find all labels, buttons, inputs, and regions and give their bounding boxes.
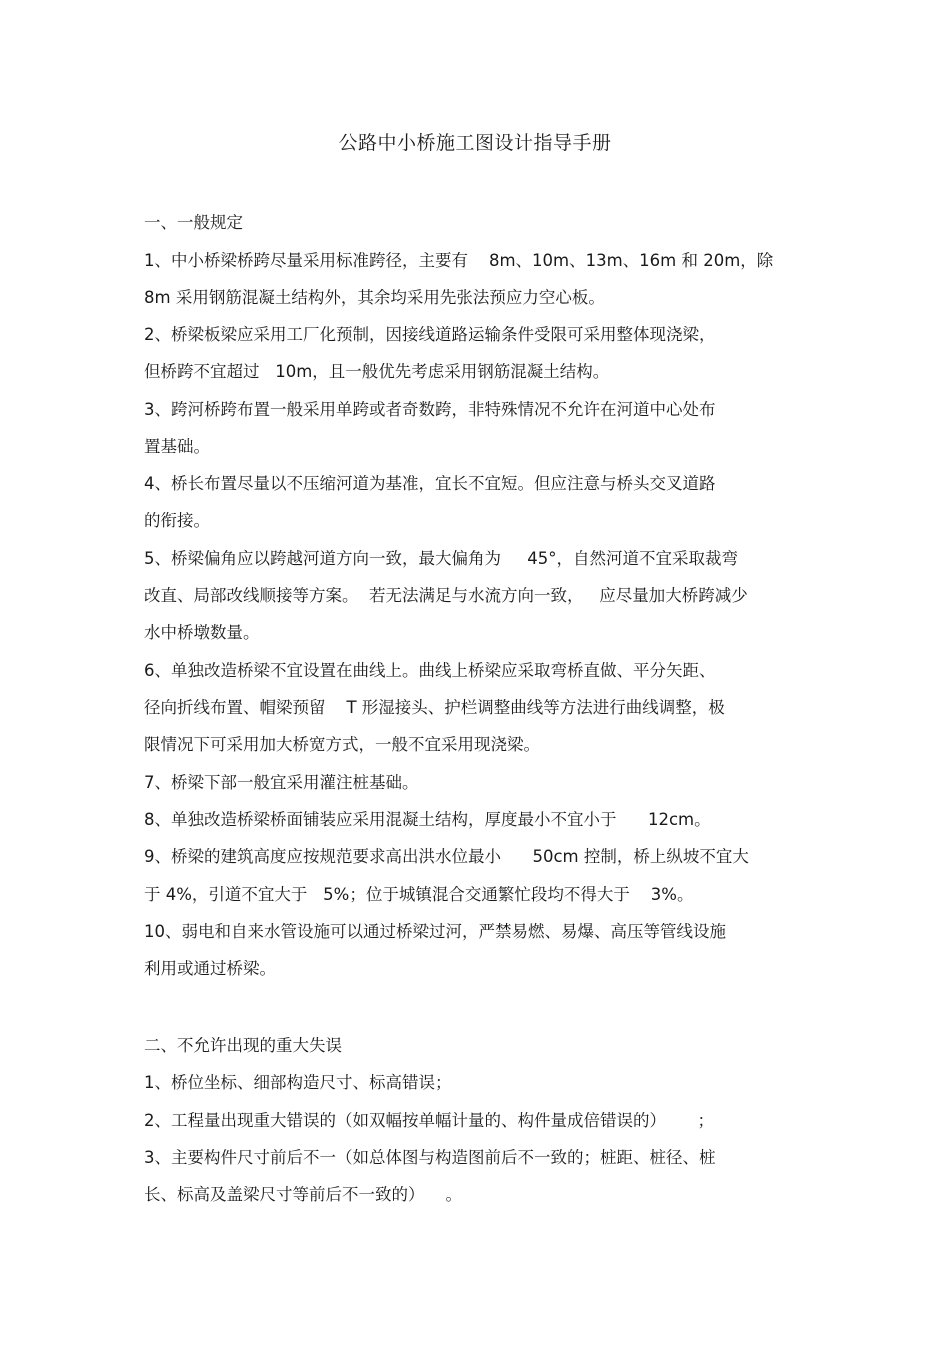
text-line: 水中桥墩数量。 xyxy=(144,623,260,642)
text-line: 2、工程量出现重大错误的（如双幅按单幅计量的、构件量成倍错误的） ； xyxy=(144,1111,714,1130)
text-line: 于 4%，引道不宜大于 5%；位于城镇混合交通繁忙段均不得大于 3%。 xyxy=(144,885,694,904)
text-line: 3、跨河桥跨布置一般采用单跨或者奇数跨，非特殊情况不允许在河道中心处布 xyxy=(144,400,716,419)
text-line: 径向折线布置、帽梁预留 T 形湿接头、护栏调整曲线等方法进行曲线调整，极 xyxy=(144,698,725,717)
section-heading-general: 一、一般规定 xyxy=(144,213,243,232)
text-line: 长、标高及盖梁尺寸等前后不一致的） 。 xyxy=(144,1185,462,1204)
text-line: 1、桥位坐标、细部构造尺寸、标高错误； xyxy=(144,1073,452,1092)
text-line: 9、桥梁的建筑高度应按规范要求高出洪水位最小 50cm 控制，桥上纵坡不宜大 xyxy=(144,847,749,866)
text-line: 8、单独改造桥梁桥面铺装应采用混凝土结构，厚度最小不宜小于 12cm。 xyxy=(144,810,711,829)
text-line: 2、桥梁板梁应采用工厂化预制，因接线道路运输条件受限可采用整体现浇梁， xyxy=(144,325,716,344)
text-line: 7、桥梁下部一般宜采用灌注桩基础。 xyxy=(144,773,419,792)
text-line: 1、中小桥梁桥跨尽量采用标准跨径，主要有 8m、10m、13m、16m 和 20m，除 xyxy=(144,251,774,270)
text-line: 4、桥长布置尽量以不压缩河道为基准，宜长不宜短。但应注意与桥头交叉道路 xyxy=(144,474,716,493)
text-line: 3、主要构件尺寸前后不一（如总体图与构造图前后不一致的；桩距、桩径、桩 xyxy=(144,1148,716,1167)
text-line: 改直、局部改线顺接等方案。 若无法满足与水流方向一致， 应尽量加大桥跨减少 xyxy=(144,586,748,605)
text-line: 限情况下可采用加大桥宽方式，一般不宜采用现浇梁。 xyxy=(144,735,540,754)
section-heading-errors: 二、不允许出现的重大失误 xyxy=(144,1036,342,1055)
text-line: 8m 采用钢筋混凝土结构外，其余均采用先张法预应力空心板。 xyxy=(144,288,605,307)
document-title: 公路中小桥施工图设计指导手册 xyxy=(338,132,612,154)
text-line: 但桥跨不宜超过 10m，且一般优先考虑采用钢筋混凝土结构。 xyxy=(144,362,610,381)
text-line: 6、单独改造桥梁不宜设置在曲线上。曲线上桥梁应采取弯桥直做、平分矢距、 xyxy=(144,661,716,680)
text-line: 5、桥梁偏角应以跨越河道方向一致，最大偏角为 45°，自然河道不宜采取裁弯 xyxy=(144,549,738,568)
text-line: 10、弱电和自来水管设施可以通过桥梁过河，严禁易燃、易爆、高压等管线设施 xyxy=(144,922,726,941)
text-line: 的衔接。 xyxy=(144,511,210,530)
text-line: 利用或通过桥梁。 xyxy=(144,959,276,978)
text-line: 置基础。 xyxy=(144,437,210,456)
